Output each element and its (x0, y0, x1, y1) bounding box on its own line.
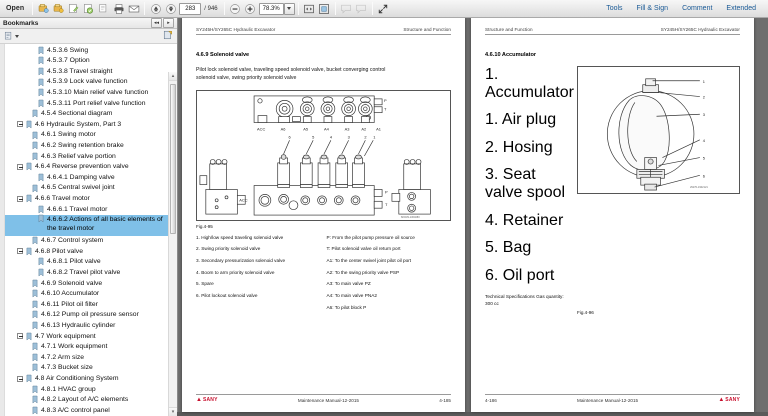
bookmark-icon (24, 163, 33, 170)
bookmark-icon (36, 269, 45, 276)
section-heading: 4.6.10 Accumulator (485, 51, 537, 58)
bookmark-label: 4.6 Hydraulic System, Part 3 (35, 120, 122, 128)
bookmark-label: 4.7 Work equipment (35, 332, 96, 340)
bookmark-item[interactable] (0, 299, 177, 310)
print-icon[interactable] (111, 1, 126, 16)
bookmark-label: 4.8.3 A/C control panel (41, 406, 110, 414)
bookmark-icon (36, 68, 45, 75)
svg-text:A3: A3 (344, 126, 350, 132)
expander-spacer (22, 311, 30, 319)
bookmark-item[interactable] (0, 373, 177, 384)
list-item: 3. Seat valve spool (485, 166, 566, 201)
extended-button[interactable]: Extended (726, 5, 756, 12)
figure-id-right: 29270-1902121 (690, 185, 708, 189)
expander-spacer (22, 343, 30, 351)
bookmark-item[interactable] (0, 331, 177, 342)
workspace (0, 18, 768, 415)
footer-page-number: 4-186 (485, 397, 497, 403)
list-item: 3. Secondary pressurization solenoid valve (196, 258, 286, 264)
bookmark-icon (30, 311, 39, 318)
bookmark-icon (30, 290, 39, 297)
expander-spacer (22, 152, 30, 160)
bookmark-item[interactable] (0, 172, 177, 183)
copy-icon[interactable] (96, 1, 111, 16)
accumulator-content (485, 66, 740, 308)
sidebar-expand-button[interactable]: ▸ (163, 18, 174, 28)
svg-text:ACC: ACC (257, 126, 266, 132)
bookmark-item[interactable] (0, 405, 177, 416)
bookmark-icon (30, 343, 39, 350)
list-item: A6: To pilot block P (326, 304, 367, 310)
header-section-label: Structure and Function (403, 27, 451, 32)
legend-numbered-column (196, 235, 321, 317)
expander-spacer (28, 269, 36, 277)
svg-text:P: P (384, 97, 387, 103)
bookmark-label: 4.6.13 Hydraulic cylinder (41, 321, 116, 329)
expander-minus-icon[interactable] (16, 332, 24, 340)
list-item: 4. Boom to arm priority solenoid valve (196, 269, 275, 275)
comment-next-icon (354, 1, 369, 16)
previous-page-icon[interactable] (148, 1, 163, 16)
expander-spacer (28, 57, 36, 65)
expander-spacer (22, 237, 30, 245)
bookmarks-toolbar (0, 29, 177, 44)
bookmark-label: 4.6.6.1 Travel motor (47, 205, 108, 213)
bookmark-item[interactable] (0, 130, 177, 141)
chevron-down-icon (15, 35, 19, 38)
next-page-icon[interactable] (163, 1, 178, 16)
expander-spacer (28, 78, 36, 86)
bookmark-icon (30, 364, 39, 371)
bookmark-label: 4.6.12 Pump oil pressure sensor (41, 311, 139, 319)
email-icon[interactable] (126, 1, 141, 16)
bookmark-label: 4.6.7 Control system (41, 237, 104, 245)
bookmark-label: 4.6.1 Swing motor (41, 131, 96, 139)
expander-minus-icon[interactable] (16, 375, 24, 383)
expander-minus-icon[interactable] (16, 195, 24, 203)
tree-gutter (0, 44, 5, 416)
expander-minus-icon[interactable] (16, 163, 24, 171)
expander-spacer (22, 406, 30, 414)
bookmark-icon (30, 322, 39, 329)
list-item: 2. Swing priority solenoid valve (196, 246, 261, 252)
expander-spacer (22, 322, 30, 330)
bookmark-label: 4.5.3.11 Port relief valve function (47, 99, 146, 107)
fit-width-icon[interactable] (302, 1, 317, 16)
bookmark-label: 4.5.3.8 Travel straight (47, 67, 113, 75)
list-item: A2: To the swing priority valve PSP (326, 269, 400, 275)
bookmark-label: 4.8.2 Layout of A/C elements (41, 396, 129, 404)
bookmark-label: 4.6.2 Swing retention brake (41, 142, 124, 150)
bookmark-label: 4.7.1 Work equipment (41, 343, 108, 351)
bookmark-icon (36, 100, 45, 107)
sany-brand-label: SANY (725, 397, 740, 403)
bookmark-options-icon[interactable] (4, 31, 19, 41)
expander-minus-icon[interactable] (16, 120, 24, 128)
svg-text:2: 2 (702, 94, 705, 99)
svg-text:ACC: ACC (239, 196, 248, 202)
expander-spacer (22, 184, 30, 192)
toolbar-separator (224, 2, 225, 15)
bookmark-icon (30, 132, 39, 139)
document-viewport[interactable] (178, 18, 768, 412)
bookmark-item[interactable] (0, 341, 177, 352)
save-icon[interactable] (36, 1, 51, 16)
svg-text:A4: A4 (323, 126, 329, 132)
accumulator-list (485, 65, 574, 285)
bookmark-icon (30, 142, 39, 149)
list-item: P: From the pilot pump pressure oil source (326, 234, 415, 240)
sany-logo (718, 397, 740, 403)
toolbar-separator (335, 2, 336, 15)
bookmark-icon (30, 153, 39, 160)
svg-text:T: T (385, 201, 388, 207)
expand-all-icon[interactable] (163, 27, 173, 45)
bookmark-icon (30, 396, 39, 403)
footer-manual-label: Maintenance Manual-12-2015 (297, 397, 359, 403)
toolbar-separator (298, 2, 299, 15)
document-page-left (182, 18, 465, 412)
list-item: 6. Pilot lockout solenoid valve (196, 293, 258, 299)
bookmark-label: 4.5.3.10 Main relief valve function (47, 89, 149, 97)
svg-text:6: 6 (702, 172, 705, 178)
bookmark-label: 4.6.6 Travel motor (35, 195, 90, 203)
bookmark-icon (30, 386, 39, 393)
toolbar-separator (372, 2, 373, 15)
expander-spacer (22, 131, 30, 139)
section-paragraph: Pilot lock solenoid valve, traveling speed solenoid valve, bucket converging control solenoid valve, swing priority solenoid valve (196, 66, 386, 81)
bookmark-label: 4.6.8.1 Pilot valve (47, 258, 101, 266)
expander-spacer (28, 258, 36, 266)
page-footer-right (485, 394, 740, 403)
bookmark-label: 4.6.6.2 Actions of all basic elements of the travel motor (47, 216, 163, 233)
open-button[interactable]: Open (6, 5, 25, 12)
expander-spacer (28, 89, 36, 97)
list-item: 1. Accumulator (485, 65, 574, 101)
scroll-down-button[interactable]: ▾ (169, 407, 177, 416)
bookmark-icon (36, 174, 45, 181)
bookmark-label: 4.6.3 Relief valve portion (41, 152, 116, 160)
bookmark-item[interactable] (0, 246, 177, 257)
header-model-label: SY245H/SY265C Hydraulic Excavator (196, 27, 276, 32)
bookmark-label: 4.5.3.9 Lock valve function (47, 78, 128, 86)
accumulator-legend (485, 65, 574, 308)
list-item: 2. Hosing (485, 138, 553, 156)
bookmark-item[interactable] (0, 98, 177, 109)
bookmark-label: 4.7.2 Arm size (41, 353, 85, 361)
section-heading: 4.6.9 Solenoid valve (196, 51, 250, 58)
page-number-input[interactable]: 283 (179, 3, 201, 15)
svg-text:4: 4 (329, 133, 333, 139)
bookmark-item[interactable] (0, 87, 177, 98)
bookmark-label: 4.6.5 Central swivel joint (41, 184, 115, 192)
bookmark-icon (36, 79, 45, 86)
list-item: 5. Spare (196, 281, 214, 287)
bookmark-icon (30, 185, 39, 192)
svg-text:4: 4 (702, 137, 705, 143)
solenoid-valve-drawing (197, 91, 450, 220)
bookmark-label: 4.6.8 Pilot valve (35, 247, 83, 255)
svg-text:6: 6 (288, 133, 291, 139)
bookmark-icon (36, 89, 45, 96)
svg-text:2: 2 (364, 133, 367, 139)
expander-spacer (22, 353, 30, 361)
expander-spacer (22, 290, 30, 298)
bookmark-item[interactable] (0, 288, 177, 299)
bookmark-icon (30, 237, 39, 244)
bookmark-tree[interactable] (0, 44, 177, 416)
svg-text:P: P (385, 189, 388, 195)
bookmark-item[interactable] (0, 267, 177, 278)
technical-specifications: Technical Specifications Gas quantity: 300 cc (485, 294, 564, 306)
bookmark-item[interactable] (0, 320, 177, 331)
svg-text:5: 5 (702, 155, 705, 161)
expander-spacer (22, 142, 30, 150)
bookmark-label: 4.6.8.2 Travel pilot valve (47, 268, 121, 276)
bookmark-item[interactable] (0, 140, 177, 151)
bookmark-icon (30, 110, 39, 117)
list-item: 1. High/low speed traveling solenoid valve (196, 234, 284, 240)
bookmark-list (0, 45, 177, 416)
expander-spacer (28, 99, 36, 107)
bookmark-item[interactable] (0, 310, 177, 321)
legend-port-column (327, 235, 452, 317)
page-header-right (485, 27, 740, 35)
bookmark-item[interactable] (0, 363, 177, 374)
bookmark-item[interactable] (0, 77, 177, 88)
accumulator-drawing (578, 67, 739, 193)
bookmark-label: 4.6.11 Pilot oil filter (41, 300, 98, 308)
page-total-label: / 946 (204, 5, 218, 12)
expander-spacer (22, 279, 30, 287)
sidebar-collapse-button[interactable]: ◂◂ (151, 18, 162, 28)
footer-page-number: 4-185 (439, 397, 451, 403)
bookmark-icon (36, 47, 45, 54)
solenoid-valve-figure (196, 90, 451, 221)
bookmark-label: 4.6.4 Reverse prevention valve (35, 163, 129, 171)
bookmark-label: 4.6.4.1 Damping valve (47, 173, 115, 181)
expander-spacer (28, 46, 36, 54)
expander-minus-icon[interactable] (16, 247, 24, 255)
page-footer-left (196, 394, 451, 403)
sany-logo (196, 397, 218, 403)
bookmark-item[interactable] (0, 257, 177, 268)
scrollbar-thumb[interactable] (170, 84, 176, 234)
fill-and-sign-button[interactable]: Fill & Sign (636, 5, 669, 12)
svg-text:5: 5 (312, 133, 315, 139)
svg-text:1: 1 (702, 78, 705, 84)
sany-brand-label: SANY (202, 397, 218, 403)
bookmark-icon (36, 215, 45, 222)
bookmark-item[interactable] (0, 215, 177, 236)
expander-spacer (28, 205, 36, 213)
bookmark-label: 4.5.4 Sectional diagram (41, 110, 113, 118)
expander-spacer (28, 67, 36, 75)
list-item: A1: To the center swivel joint pilot oil port (326, 258, 412, 264)
bookmark-item[interactable] (0, 236, 177, 247)
bookmark-item[interactable] (0, 56, 177, 67)
expander-spacer (22, 110, 30, 118)
edit-icon[interactable] (66, 1, 81, 16)
svg-text:A1: A1 (376, 126, 381, 132)
zoom-level-input[interactable]: 78.3% (259, 3, 284, 15)
svg-text:T: T (384, 106, 387, 112)
bookmark-label: 4.8 Air Conditioning System (35, 374, 119, 382)
bookmark-item[interactable] (0, 278, 177, 289)
upload-cloud-icon[interactable] (81, 1, 96, 16)
bookmark-icon (36, 258, 45, 265)
expander-spacer (28, 173, 36, 181)
footer-manual-label: Maintenance Manual-12-2015 (577, 397, 639, 403)
bookmark-icon (36, 57, 45, 64)
bookmark-icon (24, 375, 33, 382)
bookmark-icon (30, 354, 39, 361)
bookmark-icon (24, 121, 33, 128)
bookmark-label: 4.8.1 HVAC group (41, 385, 96, 393)
bookmark-icon (30, 407, 39, 414)
list-item: 5. Bag (485, 239, 532, 256)
list-item: A3: To main valve PZ (326, 281, 371, 287)
toolbar-right-group (599, 5, 765, 12)
svg-text:1: 1 (373, 133, 376, 139)
svg-text:A6: A6 (280, 126, 286, 132)
bookmark-item[interactable] (0, 193, 177, 204)
comment-button[interactable]: Comment (682, 5, 713, 12)
accumulator-figure (577, 66, 740, 194)
bookmark-item[interactable] (0, 183, 177, 194)
bookmark-label: 4.6.10 Accumulator (41, 290, 100, 298)
fit-page-icon[interactable] (317, 1, 332, 16)
bookmark-item[interactable] (0, 204, 177, 215)
bookmarks-sidebar (0, 18, 178, 415)
expander-spacer (28, 215, 36, 223)
chevron-down-icon (287, 7, 291, 10)
bookmark-label: 4.7.3 Bucket size (41, 364, 93, 372)
toolbar-separator (144, 2, 145, 15)
bookmark-item[interactable] (0, 66, 177, 77)
expander-spacer (22, 396, 30, 404)
tools-button[interactable]: Tools (606, 5, 623, 12)
toolbar-separator (32, 2, 33, 15)
bookmark-item[interactable] (0, 151, 177, 162)
svg-text:3: 3 (702, 111, 705, 117)
bookmark-icon (30, 280, 39, 287)
expander-spacer (22, 300, 30, 308)
bookmark-label: 4.6.9 Solenoid valve (41, 279, 103, 287)
list-item: 6. Oil port (485, 266, 555, 284)
bookmark-label: 4.5.3.7 Option (47, 57, 90, 65)
list-item: 1. Air plug (485, 111, 557, 128)
expander-spacer (22, 385, 30, 393)
bookmarks-title: Bookmarks (3, 19, 39, 27)
page-header-left (196, 27, 451, 35)
figure-caption-left: Fig.4-95 (196, 223, 213, 229)
zoom-in-icon[interactable] (243, 1, 258, 16)
document-page-right (471, 18, 754, 412)
list-item: A4: To main valve PNA2 (326, 293, 377, 299)
header-model-label: SY245H/SY265C Hydraulic Excavator (660, 27, 740, 32)
zoom-dropdown-button[interactable] (284, 3, 295, 15)
fullscreen-icon[interactable] (376, 1, 391, 16)
expander-spacer (22, 364, 30, 372)
bookmark-item[interactable] (0, 352, 177, 363)
figure-caption-right: Fig.4-96 (577, 310, 594, 316)
header-section-label: Structure and Function (485, 27, 533, 32)
bookmark-item[interactable] (0, 394, 177, 405)
bookmarks-titlebar (0, 18, 177, 29)
sidebar-scrollbar[interactable] (168, 72, 177, 416)
bookmark-item[interactable] (0, 45, 177, 56)
comment-prev-icon (339, 1, 354, 16)
bookmark-item[interactable] (0, 109, 177, 120)
sany-mark-icon: ▲ (196, 397, 202, 403)
svg-text:A2: A2 (361, 126, 367, 132)
bookmark-item[interactable] (0, 119, 177, 130)
svg-text:A5: A5 (303, 126, 309, 132)
bookmark-icon (24, 195, 33, 202)
bookmark-icon (24, 333, 33, 340)
scroll-up-button[interactable]: ▴ (169, 72, 177, 81)
save-as-icon[interactable] (51, 1, 66, 16)
legend-lists (196, 235, 451, 317)
bookmark-item[interactable] (0, 384, 177, 395)
bookmark-icon (30, 301, 39, 308)
bookmark-item[interactable] (0, 162, 177, 173)
sany-mark-icon: ▲ (718, 397, 725, 403)
main-toolbar (0, 0, 768, 18)
bookmark-icon (24, 248, 33, 255)
bookmark-icon (36, 206, 45, 213)
zoom-out-icon[interactable] (228, 1, 243, 16)
bookmark-label: 4.5.3.6 Swing (47, 46, 89, 54)
svg-text:3: 3 (347, 133, 350, 139)
list-item: 4. Retainer (485, 211, 564, 229)
list-item: T: Pilot solenoid valve oil return port (326, 246, 401, 252)
figure-id-left: SKD39-1364080 (400, 215, 420, 219)
